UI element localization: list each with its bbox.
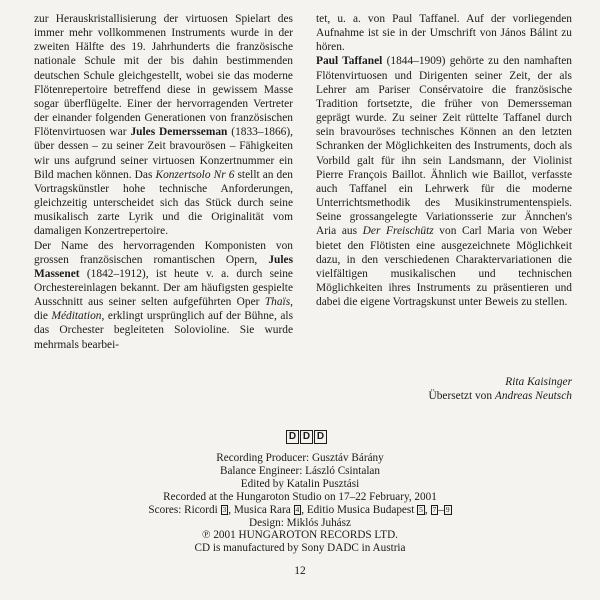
paragraph-continuation: tet, u. a. von Paul Taffanel. Auf der vorliegenden Aufnahme ist sie in der Umschrift von János Bálint zu hören.	[316, 13, 572, 54]
track-box: 7	[432, 504, 437, 514]
paragraph-taffanel: Paul Taffanel (1844–1909) gehörte zu den namhaften Flötenvirtuosen und Dirigenten seiner Zeit, der als Lehrer am Pariser Consérvatoire die französische Tradition fortsetzte, die früher von Demersseman geprägt wurde. Zu seiner Zeit rüttelte Taffanel durch sein bravouröses technisches Können an den letzten Schranken der Möglichkeiten des Instruments, doch als Vorbild galt für ihn sein Landsmann, der Violinist Pierre François Baillot. Ähnlich wie Baillot, verfasste auch Taffanel ein Lehrwerk für die moderne Unterrichtsmethodik des Musikinstrumentenspiels. Seine grossangelegte Variationsserie zur Ännchen's Aria aus Der Freischütz von Carl Maria von Weber bietet den Flötisten eine ausgezeichnete Möglichkeit dazu, in den verschiedenen Charaktervariationen die vielfältigen musikalischen und technischen Möglichkeiten ihres Instruments zu präsentieren und dabei die eigene Vortragskunst unter Beweis zu stellen.	[316, 55, 573, 309]
track-box: 3	[222, 504, 227, 514]
track-box: 9	[445, 504, 450, 514]
credit-scores: Scores: Ricordi 3 , Musica Rara 4 , Editio Musica Budapest 5 , 7 – 9	[148, 503, 450, 516]
track-box: 5	[419, 504, 423, 514]
translator-line: Übersetzt von Andreas Neutsch	[428, 390, 572, 402]
name-massenet: Jules Massenet	[34, 253, 293, 280]
ddd-letter: D	[286, 430, 299, 444]
paragraph-demersseman: zur Herauskristallisierung der virtuosen Spielart des immer mehr vollkommenen Instruments wurde in der zweiten Hälfte des 19. Jahrhunderts die französische nationale Schule mit der bis dahin bestimmenden deutschen Schule gleichgestellt, wobei sie das moderne Flötenrepertoire betreffend diese in gewissem Masse sogar überflügelte. Einer der hervorragenden Vertreter der einander folgenden Generationen von französischen Flötenvirtuosen war Jules Demersseman (1833–1866), über dessen – zu seiner Zeit bravourösen – Fähigkeiten wir uns aufgrund seiner virtuosen Konzertnummer ein Bild machen können. Das Konzertsolo Nr 6 stellt an den Vortragskünstler hohe technische Anforderungen, gleichzeitig unterscheidet sich das Stück durch seine musikalisch zarte Lyrik und die Originalität vom damaligen Konzertrepertoire.	[34, 13, 294, 238]
work-meditation: Méditation,	[51, 310, 105, 323]
credit-editor: Edited by Katalin Pusztási	[240, 477, 360, 490]
ddd-letter: D	[314, 430, 327, 444]
work-freischutz: Der Freischütz	[362, 225, 434, 238]
credit-manufactured: CD is manufactured by Sony DADC in Austria	[194, 542, 406, 555]
work-thais: Thaïs,	[264, 296, 293, 309]
credit-engineer: Balance Engineer: László Csintalan	[220, 464, 380, 477]
translator-name: Andreas Neutsch	[494, 390, 572, 402]
credit-design: Design: Miklós Juhász	[249, 516, 351, 529]
track-box: 4	[295, 504, 300, 514]
page-number: 12	[294, 565, 306, 577]
credit-recorded: Recorded at the Hungaroton Studio on 17–22 February, 2001	[163, 490, 437, 503]
credit-copyright: ℗ 2001 HUNGAROTON RECORDS LTD.	[202, 529, 398, 542]
ddd-letter: D	[300, 430, 313, 444]
ddd-recording-code	[286, 430, 328, 444]
name-demersseman: Jules Demersseman	[130, 126, 228, 139]
left-text-column	[34, 12, 293, 352]
work-konzertsolo: Konzertsolo Nr 6	[155, 168, 235, 181]
credit-producer: Recording Producer: Gusztáv Bárány	[216, 452, 384, 464]
author-signature: Rita Kaisinger	[505, 376, 572, 388]
paragraph-massenet: Der Name des hervorragenden Komponisten von grossen französischen romantischen Opern, Jules Massenet (1842–1912), ist heute v. a. durch seine Orchestereinlagen bekannt. Der am häufigsten gespielte Ausschnitt aus seiner selten aufgeführten Oper Thaïs, die Méditation, erklingt ursprünglich auf der Bühne, als das Orchester begleiteten Solovioline. Sie wurde mehrmals bearbei-	[34, 239, 294, 351]
right-text-column	[316, 12, 572, 309]
name-taffanel: Paul Taffanel	[316, 55, 383, 68]
credits-block	[0, 452, 600, 555]
